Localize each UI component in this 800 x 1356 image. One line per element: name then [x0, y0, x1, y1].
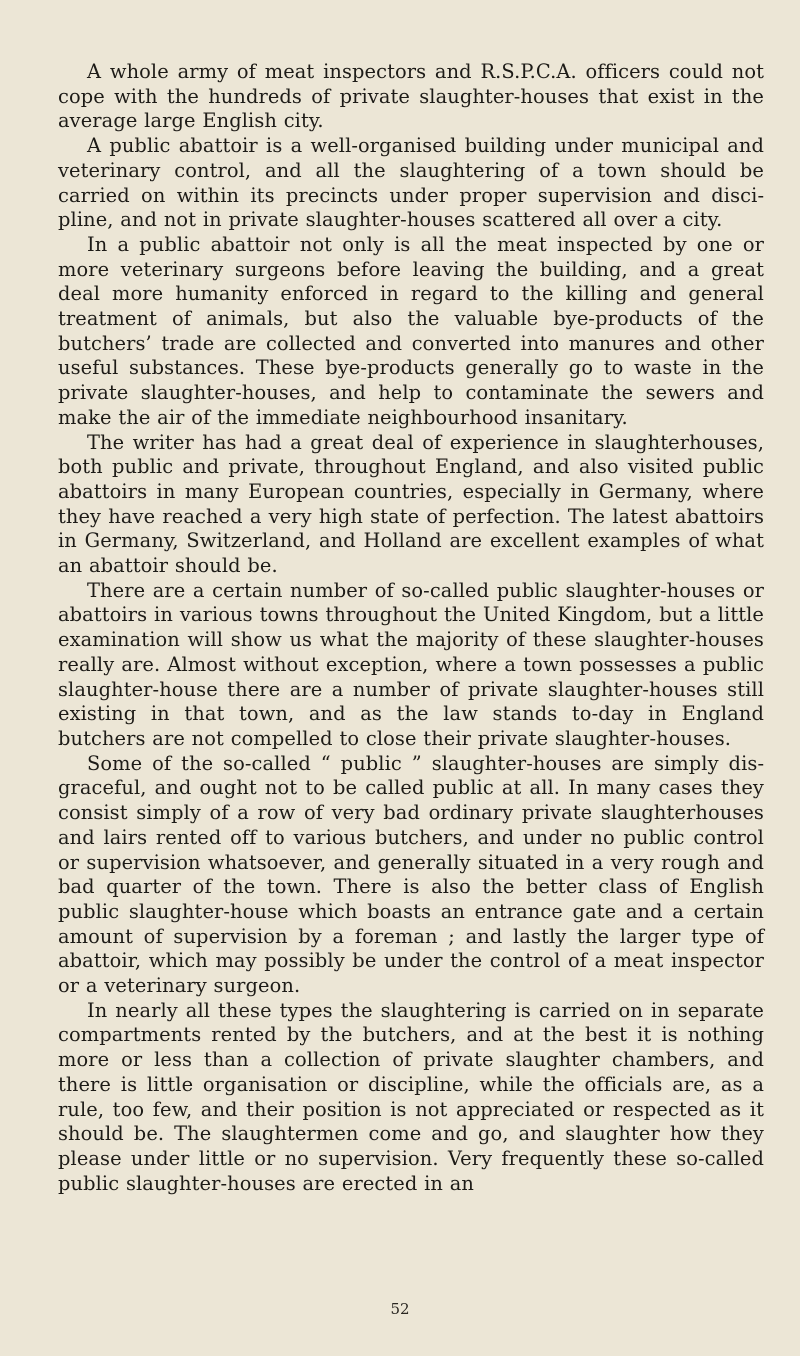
- paragraph-5: There are a certain number of so-called public slaughter-houses or abattoirs in various towns throughout the United Kingdom, but a little examination will show us what the majority of these slaughter-houses really are. Almost without exception, where a town possesses a public slaughter-house there are a number of private slaughter-houses still existing in that town, and as the law stands to-day in England butchers are not compelled to close their private slaughter-houses.: [58, 578, 764, 750]
- body-text: [58, 60, 764, 1196]
- paragraph-6: Some of the so-called “ public ” slaughter-houses are simply disgraceful, and ought not to be called public at all. In many cases they consist simply of a row of very bad ordinary private slaughterhouses and lairs rented off to various butchers, and under no public control or supervision whatsoever, and generally situated in a very rough and bad quarter of the town. There is also the better class of English public slaughter-house which boasts an entrance gate and a certain amount of supervision by a foreman ; and lastly the larger type of abattoir, which may possibly be under the control of a meat inspector or a veterinary surgeon.: [58, 751, 764, 998]
- paragraph-7: In nearly all these types the slaughtering is carried on in separate compartments rented by the butchers, and at the best it is nothing more or less than a collection of private slaughter chambers, and there is little organisation or discipline, while the officials are, as a rule, too few, and their position is not appreciated or respected as it should be. The slaughtermen come and go, and slaughter how they please under little or no supervision. Very frequently these so-called public slaughter-houses are erected in an: [58, 998, 764, 1195]
- paragraph-2: A public abattoir is a well-organised building under municipal and veterinary control, and all the slaughtering of a town should be carried on within its precincts under proper supervision and discipline, and not in private slaughter-houses scattered all over a city.: [58, 134, 764, 232]
- page-number: 52: [390, 1300, 410, 1318]
- paragraph-1: A whole army of meat inspectors and R.S.P.C.A. officers could not cope with the hundreds of private slaughter-houses that exist in the average large English city.: [58, 60, 764, 133]
- paragraph-4: The writer has had a great deal of experience in slaughterhouses, both public and private, throughout England, and also visited public abattoirs in many European countries, especially in Germany, where they have reached a very high state of perfection. The latest abattoirs in Germany, Switzerland, and Holland are excellent examples of what an abattoir should be.: [58, 430, 764, 578]
- paragraph-3: In a public abattoir not only is all the meat inspected by one or more veterinary surgeons before leaving the building, and a great deal more humanity enforced in regard to the killing and general treatment of animals, but also the valuable bye-products of the butchers’ trade are collected and converted into manures and other useful substances. These bye-products generally go to waste in the private slaughter-houses, and help to contaminate the sewers and make the air of the immediate neighbourhood insanitary.: [58, 232, 764, 429]
